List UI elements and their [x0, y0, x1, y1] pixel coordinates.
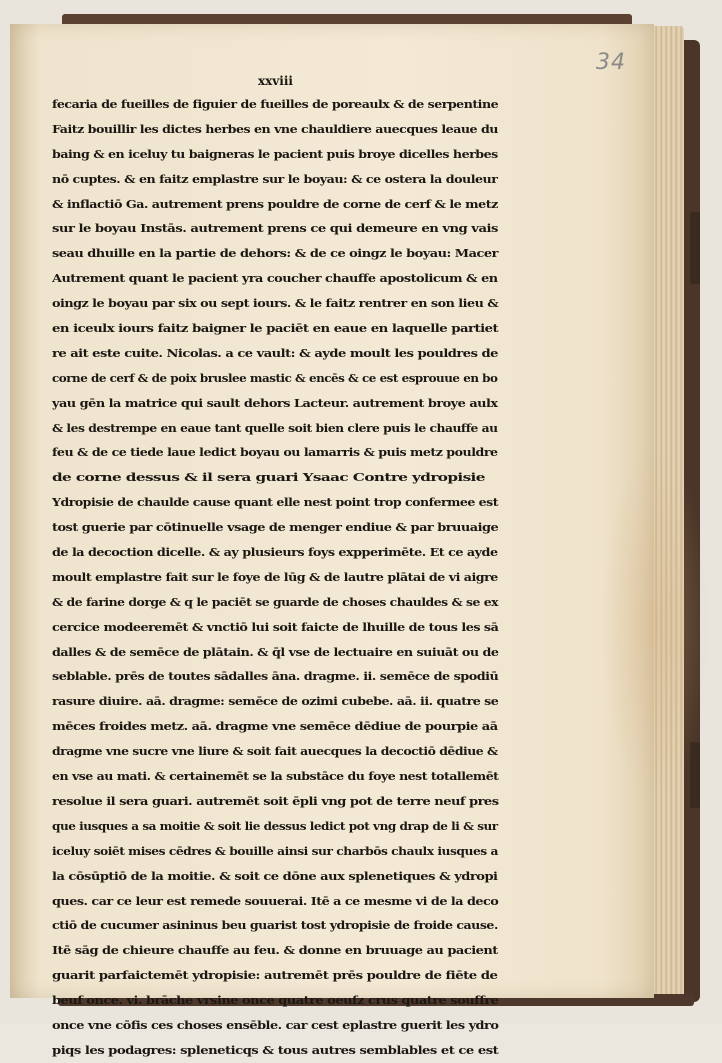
text-line: que iusques a sa moitie & soit lie dessus ledict pot vng drap de li & sur — [52, 818, 498, 833]
text-line: oingz le boyau par six ou sept iours. & le faitz rentrer en son lieu & — [52, 296, 499, 311]
text-line: fecaria de fueilles de figuier de fueilles de poreaulx & de serpentine — [52, 97, 499, 111]
bookmark-ribbon — [690, 212, 700, 284]
text-block — [52, 92, 498, 1063]
text-line: Itē sāg de chieure chauffe au feu. & donne en bruuage au pacient — [52, 943, 498, 958]
text-line: baing & en iceluy tu baigneras le pacient puis broye dicelles herbes — [52, 146, 498, 161]
text-line: iceluy soiēt mises cēdres & bouille ainsi sur charbōs chaulx iusques a — [52, 843, 498, 858]
text-line: moult emplastre fait sur le foye de lūg & de lautre plātai de vi aigre — [52, 569, 498, 584]
text-line: cercice modeeremēt & vnctiō lui soit faicte de lhuille de tous les sā — [52, 619, 499, 634]
text-line: Autrement quant le pacient yra coucher chauffe apostolicum & en — [52, 271, 498, 286]
text-line: rasure diuire. aā. dragme: semēce de ozimi cubebe. aā. ii. quatre se — [52, 694, 499, 709]
text-line: piqs les podagres: spleneticqs & tous autres semblables et ce est — [52, 1042, 499, 1057]
text-line: & de farine dorge & q le paciēt se guarde de choses chauldes & se ex — [52, 594, 499, 609]
text-line: ctiō de cucumer asininus beu guarist tost ydropisie de froide cause. — [52, 918, 498, 933]
text-line: sur le boyau Instās. autrement prens ce qui demeure en vng vais — [52, 221, 498, 236]
text-line: en vse au mati. & certainemēt se la substāce du foye nest totallemēt — [52, 769, 499, 784]
text-line: dalles & de semēce de plātain. & q̄l vse de lectuaire en suiuāt ou de — [52, 644, 499, 659]
text-line: guarit parfaictemēt ydropisie: autremēt prēs pouldre de fiēte de — [52, 968, 498, 983]
folio-number: 34 — [596, 50, 626, 75]
text-line: la cōsūptiō de la moitie. & soit ce dōne aux splenetiques & ydropi — [52, 868, 498, 883]
running-head: xxviii — [258, 74, 293, 88]
text-line: de corne dessus & il sera guari Ysaac Contre ydropisie — [52, 470, 485, 485]
text-line: dragme vne sucre vne liure & soit fait auecques la decoctiō dēdiue & — [52, 744, 498, 759]
text-line: de la decoction dicelle. & ay plusieurs foys expperimēte. Et ce ayde — [52, 545, 498, 560]
text-line: once vne cōfis ces choses ensēble. car cest eplastre guerit les ydro — [52, 1017, 499, 1032]
text-line: ques. car ce leur est remede souuerai. Itē a ce mesme vi de la deco — [52, 893, 499, 908]
text-line: resolue il sera guari. autremēt soit ēpli vng pot de terre neuf pres — [52, 793, 499, 808]
text-line: seau dhuille en la partie de dehors: & de ce oingz le boyau: Macer — [52, 246, 498, 261]
page-stain — [600, 444, 710, 804]
text-line: & inflactiō Ga. autrement prens pouldre de corne de cerf & le metz — [52, 196, 498, 211]
text-line: beuf once. vi. brāche vrsine once quatre oeufz crus quatre souffre — [52, 993, 499, 1008]
text-line: Faitz bouillir les dictes herbes en vne chauldiere auecques leaue du — [52, 121, 498, 136]
text-line: en iceulx iours faitz baigner le paciēt en eaue en laquelle partiet — [52, 321, 499, 336]
text-line: re ait este cuite. Nicolas. a ce vault: & ayde moult les pouldres de — [52, 345, 498, 360]
text-line: tost guerie par cōtinuelle vsage de menger endiue & par bruuaige — [52, 520, 499, 535]
text-line: nō cuptes. & en faitz emplastre sur le boyau: & ce ostera la douleur — [52, 171, 498, 186]
text-line: & les destrempe en eaue tant quelle soit bien clere puis le chauffe au — [52, 420, 498, 435]
text-line: corne de cerf & de poix bruslee mastic & encēs & ce est esprouue en bo — [52, 370, 498, 385]
text-line: Ydropisie de chaulde cause quant elle nest point trop confermee est — [52, 495, 498, 510]
text-line: yau gēn la matrice qui sault dehors Lacteur. autrement broye aulx — [52, 395, 498, 410]
text-line: mēces froides metz. aā. dragme vne semēce dēdiue de pourpie aā — [52, 719, 498, 734]
text-line: feu & de ce tiede laue ledict boyau ou lamarris & puis metz pouldre — [52, 445, 498, 460]
text-line: seblable. prēs de toutes sādalles āna. dragme. ii. semēce de spodiū — [52, 669, 499, 684]
